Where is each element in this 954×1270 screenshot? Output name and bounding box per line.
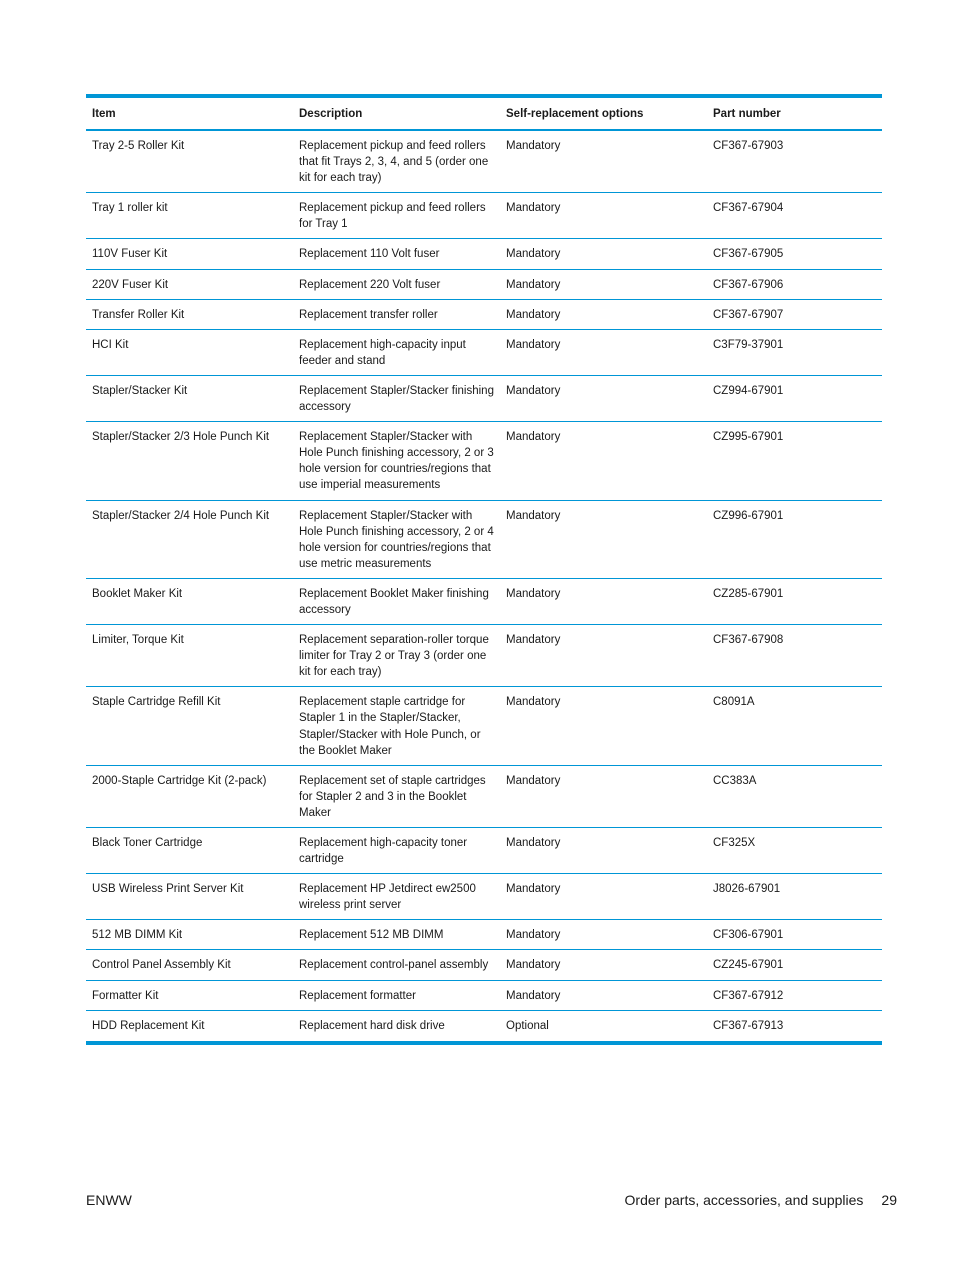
description-cell: Replacement control-panel assembly <box>293 950 500 980</box>
table-row <box>86 687 882 765</box>
page-number: 29 <box>881 1192 897 1208</box>
description-cell: Replacement high-capacity input feeder and stand <box>293 329 500 375</box>
item-cell: 220V Fuser Kit <box>86 269 293 299</box>
description-cell: Replacement 512 MB DIMM <box>293 920 500 950</box>
header-self-replacement: Self-replacement options <box>500 96 707 130</box>
item-cell: 512 MB DIMM Kit <box>86 920 293 950</box>
description-cell: Replacement Stapler/Stacker with Hole Punch finishing accessory, 2 or 3 hole version for countries/regions that use imperial measurements <box>293 422 500 500</box>
self-replacement-cell: Mandatory <box>500 980 707 1010</box>
self-replacement-cell: Mandatory <box>500 828 707 874</box>
part-number-cell: CF367-67913 <box>713 1019 784 1032</box>
table-row <box>86 422 882 500</box>
table-row <box>86 625 882 687</box>
part-number-cell: CF367-67908 <box>707 625 882 687</box>
item-cell: Tray 2-5 Roller Kit <box>86 130 293 193</box>
part-number-cell: CZ994-67901 <box>707 375 882 421</box>
self-replacement-cell: Mandatory <box>500 625 707 687</box>
item-cell: Booklet Maker Kit <box>86 578 293 624</box>
table-row <box>86 239 882 269</box>
self-replacement-cell: Mandatory <box>500 299 707 329</box>
item-cell: USB Wireless Print Server Kit <box>86 874 293 920</box>
description-cell: Replacement 220 Volt fuser <box>293 269 500 299</box>
parts-table-container <box>86 94 882 1045</box>
part-number-cell: CZ245-67901 <box>707 950 882 980</box>
self-replacement-cell: Mandatory <box>500 329 707 375</box>
table-row <box>86 578 882 624</box>
description-cell: Replacement separation-roller torque limiter for Tray 2 or Tray 3 (order one kit for each tray) <box>293 625 500 687</box>
table-row <box>86 329 882 375</box>
description-cell: Replacement transfer roller <box>293 299 500 329</box>
description-cell: Replacement pickup and feed rollers for Tray 1 <box>293 193 500 239</box>
self-replacement-cell: Mandatory <box>500 874 707 920</box>
table-row <box>86 828 882 874</box>
part-number-cell: CF367-67905 <box>707 239 882 269</box>
part-number-cell: J8026-67901 <box>707 874 882 920</box>
description-cell: Replacement set of staple cartridges for Stapler 2 and 3 in the Booklet Maker <box>293 765 500 827</box>
description-cell: Replacement HP Jetdirect ew2500 wireless print server <box>293 874 500 920</box>
description-cell: Replacement pickup and feed rollers that fit Trays 2, 3, 4, and 5 (order one kit for each tray) <box>293 130 500 193</box>
description-cell: Replacement 110 Volt fuser <box>293 239 500 269</box>
table-row <box>86 130 882 193</box>
self-replacement-cell: Mandatory <box>500 920 707 950</box>
self-replacement-cell: Mandatory <box>500 687 707 765</box>
part-number-cell: CF325X <box>707 828 882 874</box>
table-row <box>86 299 882 329</box>
part-number-cell: CF306-67901 <box>707 920 882 950</box>
self-replacement-cell: Mandatory <box>500 130 707 193</box>
table-header <box>86 96 882 130</box>
part-number-cell: C3F79-37901 <box>707 329 882 375</box>
item-cell: Black Toner Cartridge <box>86 828 293 874</box>
header-description: Description <box>293 96 500 130</box>
footer-right <box>625 1192 897 1208</box>
header-part-number: Part number <box>707 96 882 130</box>
description-cell: Replacement high-capacity toner cartridge <box>293 828 500 874</box>
table-row <box>86 1010 882 1043</box>
table-row <box>86 269 882 299</box>
parts-table <box>86 94 882 1045</box>
item-cell: Stapler/Stacker 2/4 Hole Punch Kit <box>86 500 293 578</box>
self-replacement-cell: Mandatory <box>500 500 707 578</box>
part-number-cell: CF367-67903 <box>707 130 882 193</box>
description-cell: Replacement Booklet Maker finishing accessory <box>293 578 500 624</box>
self-replacement-cell: Mandatory <box>500 422 707 500</box>
part-number-cell: C8091A <box>707 687 882 765</box>
table-row <box>86 765 882 827</box>
item-cell: Transfer Roller Kit <box>86 299 293 329</box>
table-row <box>86 874 882 920</box>
part-number-cell: CZ996-67901 <box>707 500 882 578</box>
item-cell: 110V Fuser Kit <box>86 239 293 269</box>
table-row <box>86 193 882 239</box>
self-replacement-cell: Mandatory <box>500 375 707 421</box>
self-replacement-cell: Mandatory <box>500 578 707 624</box>
footer-section-title: Order parts, accessories, and supplies <box>624 1192 864 1208</box>
item-cell: Control Panel Assembly Kit <box>86 950 293 980</box>
header-item: Item <box>86 96 293 130</box>
part-number-cell: CZ285-67901 <box>707 578 882 624</box>
item-cell: Stapler/Stacker 2/3 Hole Punch Kit <box>86 422 293 500</box>
part-number-cell: CF367-67906 <box>707 269 882 299</box>
item-cell: HDD Replacement Kit <box>92 1019 205 1032</box>
self-replacement-cell: Mandatory <box>500 269 707 299</box>
part-number-cell: CC383A <box>707 765 882 827</box>
part-number-cell: CZ995-67901 <box>707 422 882 500</box>
table-row <box>86 500 882 578</box>
description-cell: Replacement formatter <box>293 980 500 1010</box>
table-row <box>86 980 882 1010</box>
part-number-cell: CF367-67907 <box>707 299 882 329</box>
description-cell: Replacement Stapler/Stacker finishing accessory <box>293 375 500 421</box>
table-row <box>86 920 882 950</box>
self-replacement-cell: Mandatory <box>500 239 707 269</box>
item-cell: Formatter Kit <box>86 980 293 1010</box>
table-row <box>86 950 882 980</box>
self-replacement-cell: Mandatory <box>500 765 707 827</box>
part-number-cell: CF367-67912 <box>707 980 882 1010</box>
self-replacement-cell: Optional <box>506 1019 549 1032</box>
item-cell: Stapler/Stacker Kit <box>86 375 293 421</box>
item-cell: Limiter, Torque Kit <box>86 625 293 687</box>
footer-enww: ENWW <box>86 1192 132 1208</box>
item-cell: 2000-Staple Cartridge Kit (2-pack) <box>86 765 293 827</box>
self-replacement-cell: Mandatory <box>500 950 707 980</box>
item-cell: Tray 1 roller kit <box>86 193 293 239</box>
self-replacement-cell: Mandatory <box>500 193 707 239</box>
table-row <box>86 375 882 421</box>
description-cell: Replacement hard disk drive <box>299 1019 445 1032</box>
part-number-cell: CF367-67904 <box>707 193 882 239</box>
item-cell: Staple Cartridge Refill Kit <box>86 687 293 765</box>
item-cell: HCI Kit <box>86 329 293 375</box>
table-body <box>86 130 882 1043</box>
header-row <box>86 96 882 130</box>
description-cell: Replacement Stapler/Stacker with Hole Punch finishing accessory, 2 or 4 hole version for countries/regions that use metric measurements <box>293 500 500 578</box>
description-cell: Replacement staple cartridge for Stapler 1 in the Stapler/Stacker, Stapler/Stacker with Hole Punch, or the Booklet Maker <box>293 687 500 765</box>
